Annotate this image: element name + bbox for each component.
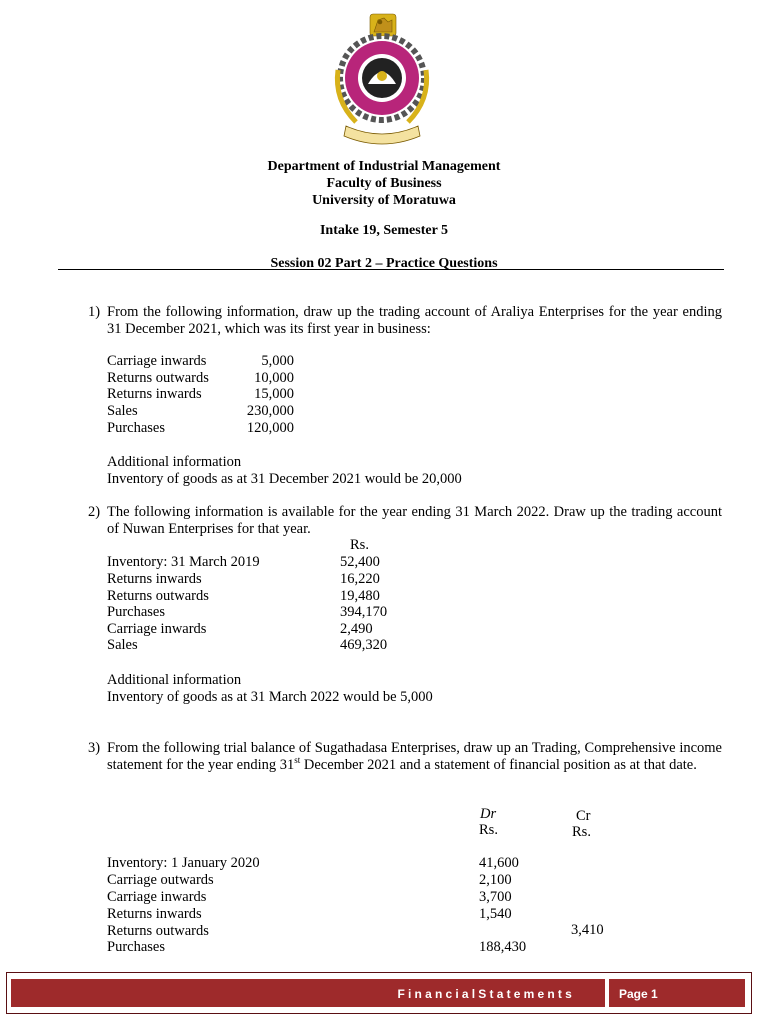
trial-balance-dr: 2,100 bbox=[479, 872, 512, 888]
trial-balance-dr: 188,430 bbox=[479, 939, 527, 955]
lion-emblem-icon bbox=[370, 14, 396, 36]
session-heading: Session 02 Part 2 – Practice Questions bbox=[270, 256, 498, 271]
q2-item-label: Carriage inwards bbox=[107, 621, 207, 637]
trial-balance-dr: 41,600 bbox=[479, 855, 519, 871]
question-1-number: 1) bbox=[88, 304, 101, 320]
footer-title-bar bbox=[11, 979, 605, 1007]
university-crest-logo bbox=[328, 10, 436, 145]
q2-item-value: 394,170 bbox=[340, 604, 388, 620]
q1-item-label: Purchases bbox=[107, 420, 165, 436]
q2-item-value: 469,320 bbox=[340, 637, 388, 653]
question-2-number: 2) bbox=[88, 504, 101, 520]
q2-item-label: Returns inwards bbox=[107, 571, 202, 587]
question-2-text: The following information is available for the year ending 31 March 2022. Draw up the trading account of Nuwan Enterprises for that year. bbox=[107, 504, 722, 537]
intake-heading: Intake 19, Semester 5 bbox=[319, 223, 449, 238]
question-3-text: From the following trial balance of Sugathadasa Enterprises, draw up an Trading, Comprehensive income statement for the year ending 31st December 2021 and a statement of financial position as at that date. bbox=[107, 740, 722, 773]
footer-title: FinancialStatements bbox=[397, 987, 575, 1001]
q2-item-value: 2,490 bbox=[340, 621, 373, 637]
faculty-heading: Faculty of Business bbox=[326, 176, 442, 191]
trial-balance-label: Purchases bbox=[107, 939, 165, 955]
q1-item-value: 15,000 bbox=[254, 386, 294, 402]
q2-additional-text: Inventory of goods as at 31 March 2022 would be 5,000 bbox=[107, 689, 433, 705]
cr-currency-header: Rs. bbox=[572, 824, 591, 840]
cr-column-header: Cr bbox=[576, 808, 591, 824]
footer-page-box bbox=[609, 979, 745, 1007]
trial-balance-label: Returns outwards bbox=[107, 923, 209, 939]
motto-scroll bbox=[344, 126, 420, 144]
trial-balance-label: Inventory: 1 January 2020 bbox=[107, 855, 260, 871]
q2-item-value: 16,220 bbox=[340, 571, 380, 587]
q2-item-value: 19,480 bbox=[340, 588, 380, 604]
q2-item-label: Returns outwards bbox=[107, 588, 209, 604]
q2-currency-header: Rs. bbox=[350, 537, 369, 553]
trial-balance-dr: 1,540 bbox=[479, 906, 512, 922]
gear-icon bbox=[340, 36, 424, 120]
page-number: Page 1 bbox=[619, 987, 658, 1001]
q1-item-value: 10,000 bbox=[254, 370, 294, 386]
q1-item-value: 230,000 bbox=[246, 403, 294, 419]
dr-currency-header: Rs. bbox=[479, 822, 498, 838]
question-1-text: From the following information, draw up the trading account of Araliya Enterprises for the year ending 31 December 2021, which was its first year in business: bbox=[107, 304, 722, 337]
trial-balance-cr: 3,410 bbox=[571, 922, 604, 938]
q2-item-value: 52,400 bbox=[340, 554, 380, 570]
q1-item-label: Sales bbox=[107, 403, 138, 419]
trial-balance-label: Carriage outwards bbox=[107, 872, 214, 888]
q2-additional-heading: Additional information bbox=[107, 672, 242, 688]
q1-additional-text: Inventory of goods as at 31 December 2021 would be 20,000 bbox=[107, 471, 462, 487]
university-heading: University of Moratuwa bbox=[312, 193, 456, 208]
q1-additional-heading: Additional information bbox=[107, 454, 242, 470]
q1-item-label: Carriage inwards bbox=[107, 353, 207, 369]
question-3-number: 3) bbox=[88, 740, 101, 756]
q2-item-label: Inventory: 31 March 2019 bbox=[107, 554, 260, 570]
q1-item-label: Returns outwards bbox=[107, 370, 209, 386]
q2-item-label: Purchases bbox=[107, 604, 165, 620]
trial-balance-label: Carriage inwards bbox=[107, 889, 207, 905]
q1-item-value: 5,000 bbox=[261, 353, 294, 369]
dr-column-header: Dr bbox=[480, 806, 497, 822]
header-divider bbox=[58, 269, 724, 270]
q1-item-label: Returns inwards bbox=[107, 386, 202, 402]
q1-item-value: 120,000 bbox=[246, 420, 294, 436]
trial-balance-label: Returns inwards bbox=[107, 906, 202, 922]
q2-item-label: Sales bbox=[107, 637, 138, 653]
trial-balance-dr: 3,700 bbox=[479, 889, 512, 905]
department-heading: Department of Industrial Management bbox=[267, 159, 501, 174]
